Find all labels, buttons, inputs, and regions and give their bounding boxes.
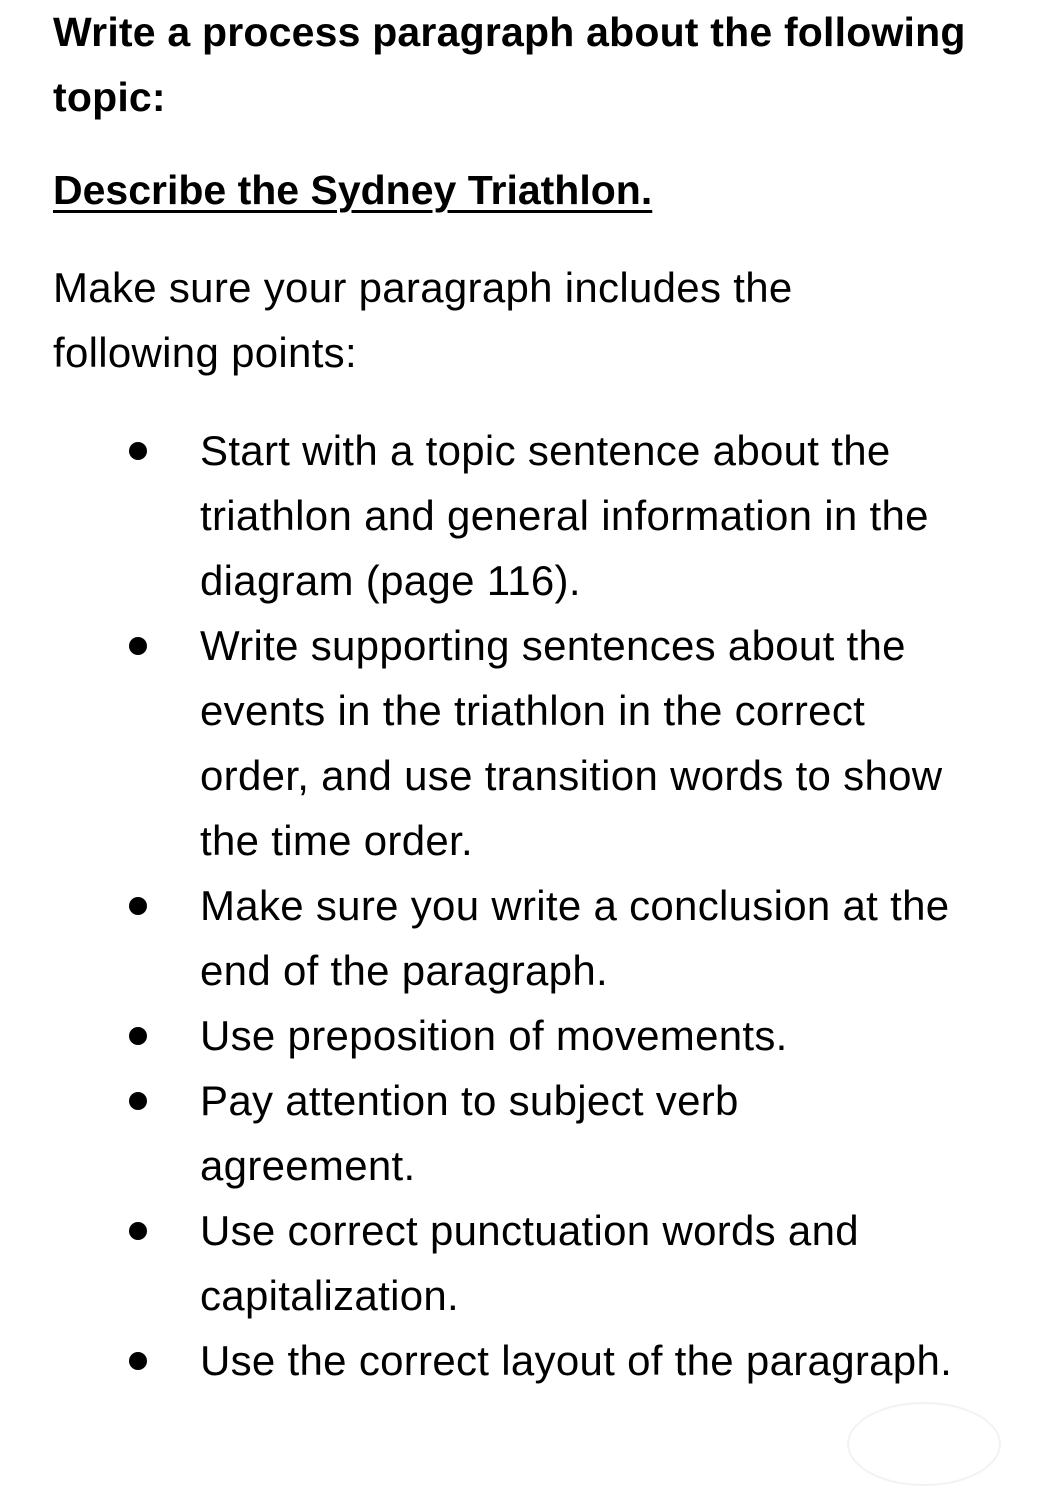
requirements-list xyxy=(53,418,1013,1393)
intro-text xyxy=(53,255,793,385)
assignment-heading xyxy=(53,0,1013,130)
list-item xyxy=(53,1198,1013,1328)
list-item-line: order, and use transition words to show xyxy=(200,752,943,799)
bullet-icon xyxy=(129,637,147,655)
bullet-icon xyxy=(129,1027,147,1045)
bullet-icon xyxy=(129,1352,147,1370)
heading-line: Write a process paragraph about the following xyxy=(53,9,966,55)
page-corner-mark xyxy=(847,1402,1001,1486)
list-item-line: Start with a topic sentence about the xyxy=(200,427,891,474)
list-item-line: agreement. xyxy=(200,1142,416,1189)
list-item xyxy=(53,1328,1013,1393)
bullet-icon xyxy=(129,442,147,460)
intro-line: Make sure your paragraph includes the xyxy=(53,264,793,311)
topic-title: Describe the Sydney Triathlon. xyxy=(53,167,653,213)
list-item-line: diagram (page 116). xyxy=(200,557,581,604)
list-item xyxy=(53,1068,1013,1198)
heading-line: topic: xyxy=(53,74,166,120)
list-item-line: Use preposition of movements. xyxy=(200,1012,788,1059)
list-item-line: the time order. xyxy=(200,817,473,864)
list-item xyxy=(53,1003,1013,1068)
document-page xyxy=(53,0,1013,1384)
list-item-line: Write supporting sentences about the xyxy=(200,622,906,669)
list-item-line: Use the correct layout of the paragraph. xyxy=(200,1337,953,1384)
intro-line: following points: xyxy=(53,329,357,376)
list-item-line: Use correct punctuation words and xyxy=(200,1207,859,1254)
list-item-line: triathlon and general information in the xyxy=(200,492,929,539)
list-item xyxy=(53,418,1013,613)
bullet-icon xyxy=(129,897,147,915)
list-item-line: Make sure you write a conclusion at the xyxy=(200,882,950,929)
bullet-icon xyxy=(129,1092,147,1110)
list-item-line: capitalization. xyxy=(200,1272,459,1319)
list-item-line: Pay attention to subject verb xyxy=(200,1077,739,1124)
list-item xyxy=(53,613,1013,873)
list-item-line: events in the triathlon in the correct xyxy=(200,687,866,734)
list-item xyxy=(53,873,1013,1003)
bullet-icon xyxy=(129,1222,147,1240)
list-item-line: end of the paragraph. xyxy=(200,947,608,994)
